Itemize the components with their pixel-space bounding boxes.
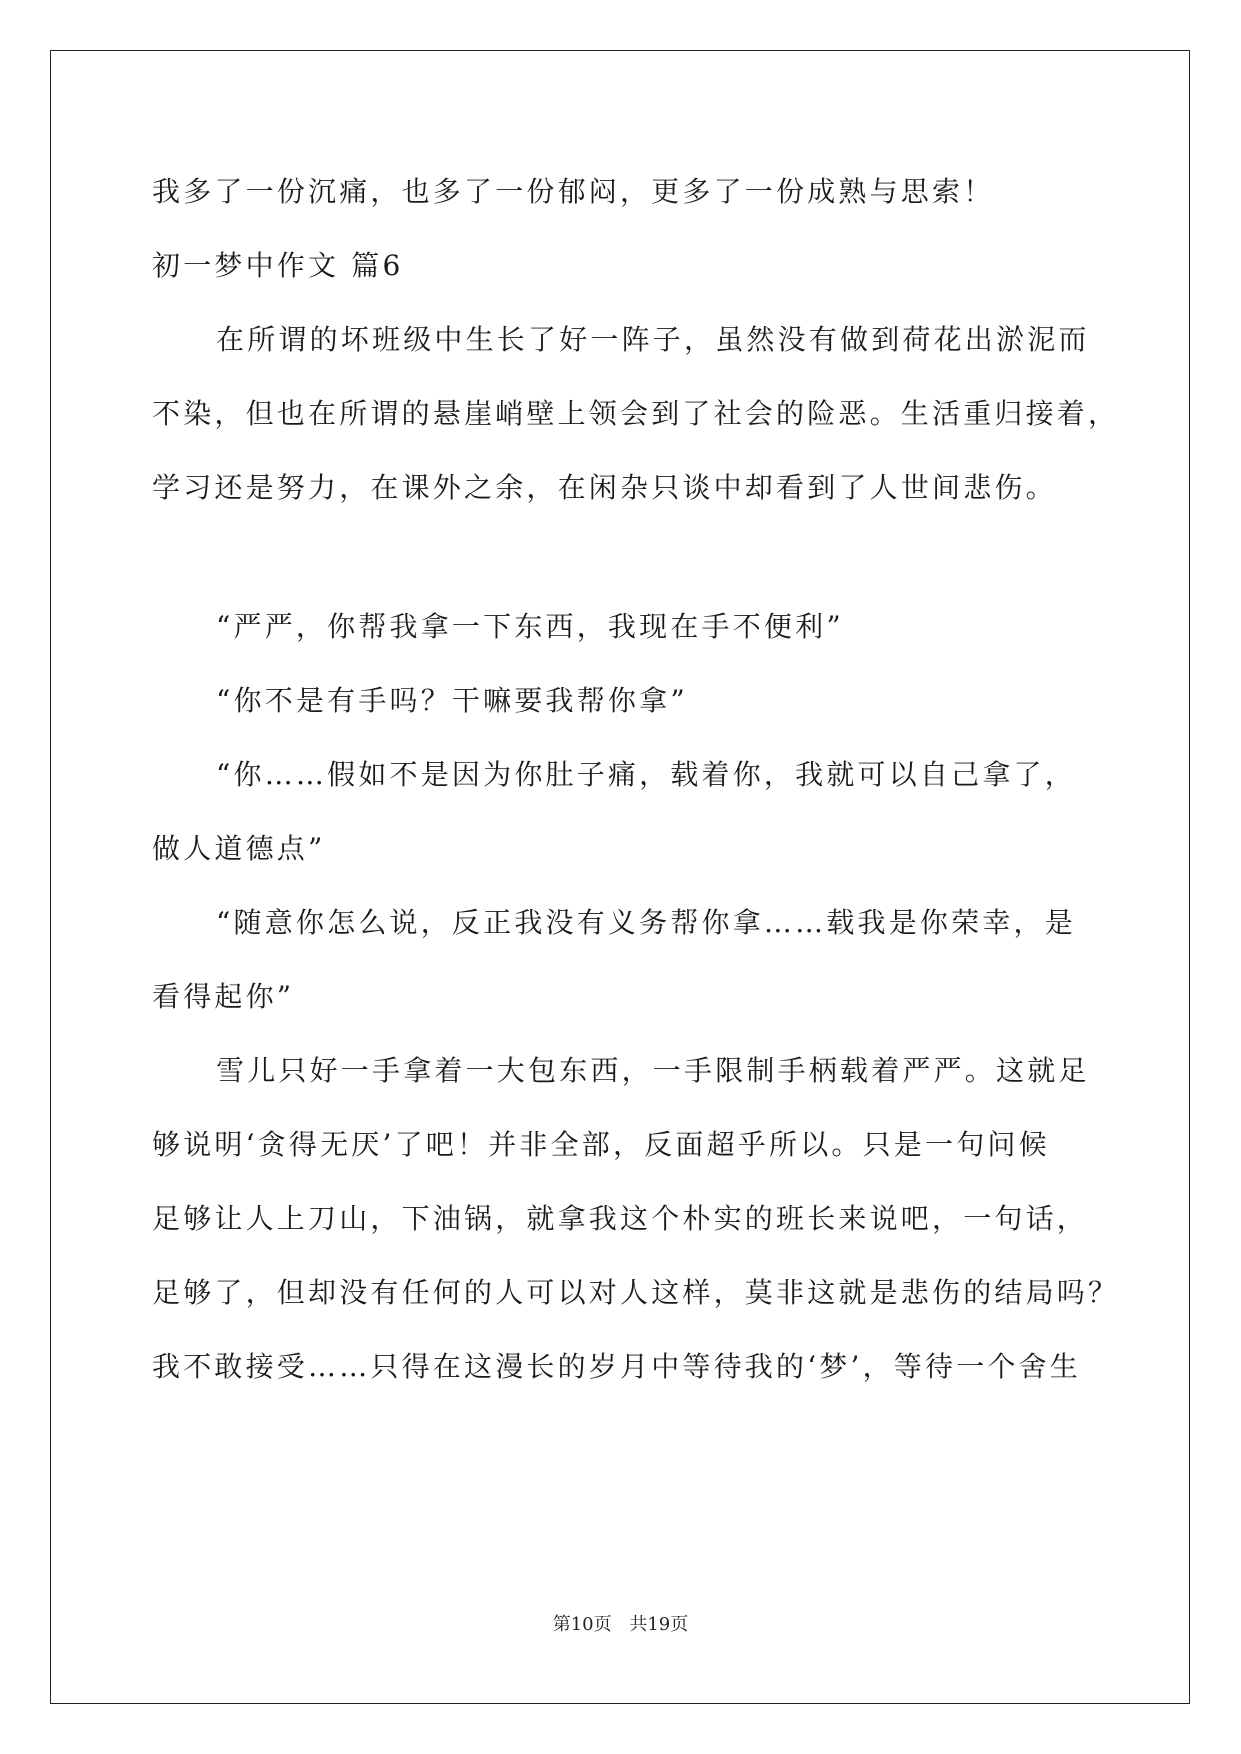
text-line: “你……假如不是因为你肚子痛，载着你，我就可以自己拿了， [216, 758, 1076, 791]
page-total: 共19页 [629, 1614, 689, 1635]
text-line: 做人道德点” [152, 832, 326, 865]
text-line: 学习还是努力，在课外之余，在闲杂只谈中却看到了人世间悲伤。 [152, 471, 1057, 504]
text-line: 我多了一份沉痛，也多了一份郁闷，更多了一份成熟与思索！ [152, 175, 995, 208]
text-line: “严严，你帮我拿一下东西，我现在手不便利” [216, 610, 844, 643]
text-line: 我不敢接受……只得在这漫长的岁月中等待我的‘梦’，等待一个舍生 [152, 1350, 1082, 1383]
text-line: 不染，但也在所谓的悬崖峭壁上领会到了社会的险恶。生活重归接着， [152, 397, 1120, 430]
text-line: “你不是有手吗？干嘛要我帮你拿” [216, 684, 688, 717]
text-line: 看得起你” [152, 980, 295, 1013]
text-line: 雪儿只好一手拿着一大包东西，一手限制手柄载着严严。这就足 [216, 1054, 1090, 1087]
text-line: “随意你怎么说，反正我没有义务帮你拿……载我是你荣幸，是 [216, 906, 1076, 939]
page-border [50, 50, 1190, 1704]
section-heading: 初一梦中作文 篇6 [152, 249, 404, 282]
text-line: 足够了，但却没有任何的人可以对人这样，莫非这就是悲伤的结局吗？ [152, 1276, 1120, 1309]
page-number: 第10页 [552, 1614, 612, 1635]
page-footer [0, 1610, 1241, 1636]
text-line: 在所谓的坏班级中生长了好一阵子，虽然没有做到荷花出淤泥而 [216, 323, 1090, 356]
text-line: 够说明‘贪得无厌’了吧！并非全部，反面超乎所以。只是一句问候 [152, 1128, 1050, 1161]
text-line: 足够让人上刀山，下油锅，就拿我这个朴实的班长来说吧，一句话， [152, 1202, 1089, 1235]
